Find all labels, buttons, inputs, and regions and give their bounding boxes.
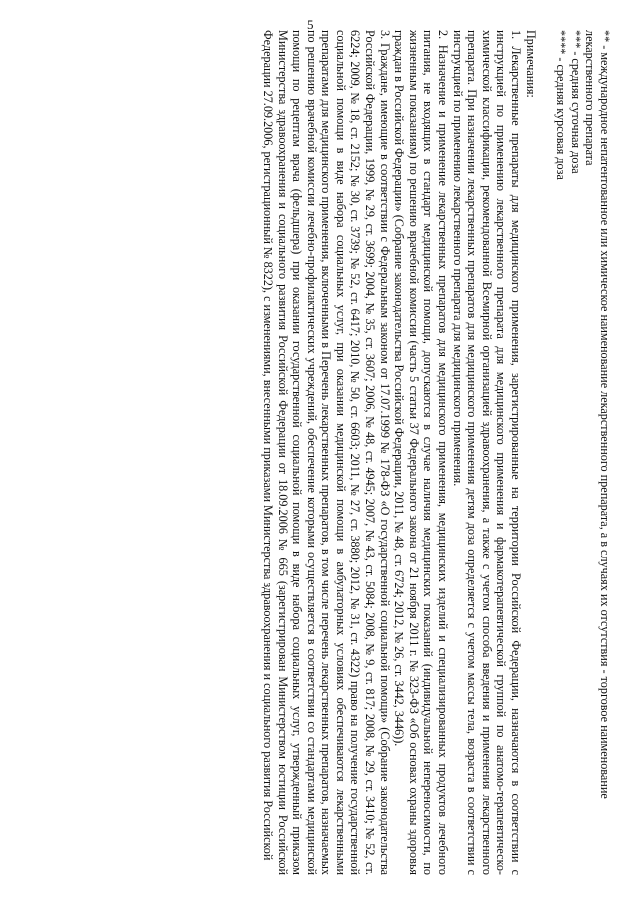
note-paragraph-3: 3. Граждане, имеющие в соответствии с Федеральным законом от 17.07.1999 № 178-ФЗ «О государственной социальной помощи» (Собрание законодательства Российской Федерации, 1999, № 29, ст. 3699; 2004, № 35, ст. 3607; 2006, № 48, ст. 4945; 2007, № 43, ст. 5084; 2008, № 9, ст. 817; 2008, № 29, ст. 3410; № 52, ст. 6224; 2009, № 18, ст. 2152; № 30, ст. 3739; № 52, ст. 6417; 2010, № 50, ст. 6603; 2011, № 27, ст. 3880; 2012, № 31, ст. 4322) право на получение государственной социальной помощи в виде набора социальных услуг, при оказании медицинской помощи в амбулаторных условиях обеспечиваются лекарственными препаратами для медицинского применения, включенными в Перечень лекарственных препаратов, в том числе перечень лекарственных препаратов, назначаемых по решению врачебной комиссии лечебно-профилактических учреждений, обеспечение которыми осуществляется в соответствии со стандартами медицинской помощи по рецептам врача (фельдшера) при оказании государственной социальной помощи в виде набора социальных услуг, утвержденный приказом Министерства здравоохранения и социального развития Российской Федерации от 18.09.2006 № 665 (зарегистрирован Министерством юстиции Российской Федерации 27.09.2006, регистрационный № 8322), с изменениями, внесенными приказами Министерства здравоохранения и социального развития Российской [260, 30, 392, 875]
rotated-content [52, 30, 612, 875]
notes-title: Примечания: [523, 30, 538, 98]
note-paragraph-1: 1. Лекарственные препараты для медицинского применения, зарегистрированные на территории Российской Федерации, назначаются в соответствии с инструкцией по применению лекарственного препарата для медицинского применения и фармакотерапевтической группой по анатомо-терапевтическо-химической классификации, рекомендованной Всемирной организацией здравоохранения, а также с учетом способа введения и применения лекарственного препарата. При назначении лекарственных препаратов для медицинского применения детям доза определяется с учетом массы тела, возраста в соответствии с инструкцией по применению лекарственного препарата для медицинского применения. [450, 30, 524, 875]
footnote-course-dose: **** - средняя курсовая доза [554, 30, 569, 180]
footnote-daily-dose: *** - средняя суточная доза [568, 30, 583, 174]
note-paragraph-2: 2. Назначение и применение лекарственных препаратов для медицинского применения, медицинских изделий и специализированных продуктов лечебного питания, не входящих в стандарт медицинской помощи, допускаются в случае наличия медицинских показаний (индивидуальной непереносимости, по жизненным показаниям) по решению врачебной комиссии (часть 5 статьи 37 Федерального закона от 21 ноября 2011 г. № 323-ФЗ «Об основах охраны здоровья граждан в Российской Федерации» (Собрание законодательства Российской Федерации, 2011, № 48, ст. 6724; 2012, № 26, ст. 3442, 3446)). [392, 30, 451, 875]
page-number: 5 [307, 17, 314, 32]
footnotes-list [554, 30, 612, 875]
footnote-inn: ** - международное непатентованное или химическое наименование лекарственного препарата, а в случаях их отсутствия - торговое наименование лекарственного препарата [583, 30, 612, 799]
